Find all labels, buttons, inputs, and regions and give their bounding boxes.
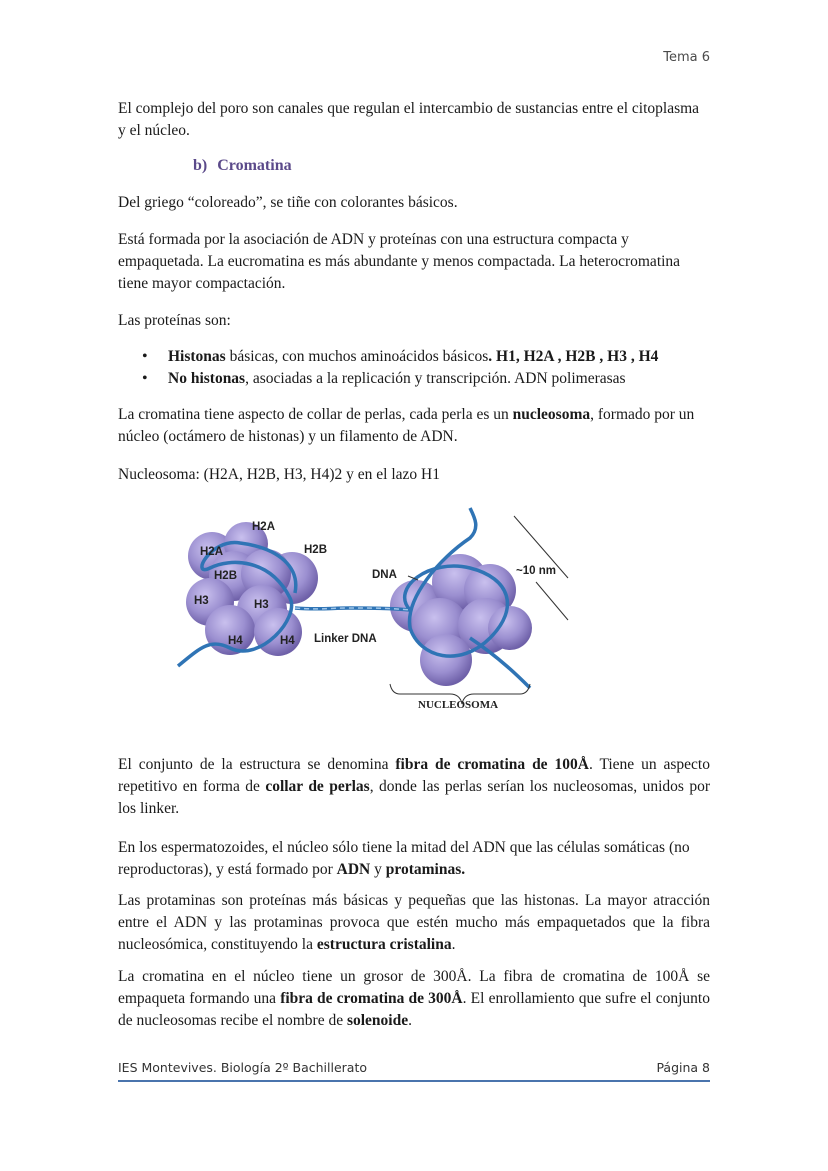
paragraph-grosor: La cromatina en el núcleo tiene un grosor de 300Å. La fibra de cromatina de 100Å se empaqueta formando una fibra de cromatina de 300Å. El enrollamiento que sufre el conjunto de nucleosomas recibe el nombre de solenoide.: [118, 968, 710, 1029]
header-tema: Tema 6: [663, 50, 710, 65]
paragraph-griego: Del griego “coloreado”, se tiñe con colorantes básicos.: [118, 194, 458, 211]
paragraph-formada: Está formada por la asociación de ADN y proteínas con una estructura compacta y empaquetada. La eucromatina es más abundante y menos compactada. La heterocromatina tiene mayor compactación.: [118, 231, 681, 292]
list-item-no-histonas: [140, 368, 720, 390]
section-letter: b): [193, 157, 208, 174]
footer-school: IES Montevives. Biología 2º Bachillerato: [118, 1060, 368, 1075]
histonas-term: Histonas: [168, 348, 226, 365]
list-item-histonas: [140, 346, 720, 368]
label-h2b: H2B: [214, 570, 238, 582]
no-histonas-desc: , asociadas a la replicación y transcripción. ADN polimerasas: [245, 370, 626, 387]
histonas-types: . H1, H2A , H2B , H3 , H4: [488, 348, 659, 365]
paragraph-protaminas: Las protaminas son proteínas más básicas y pequeñas que las histonas. La mayor atracción entre el ADN y las protaminas provoca que estén mucho más empaquetados que la fibra nucleosómica, constituyendo la estructura cristalina.: [118, 892, 710, 953]
label-h4b: H4: [280, 635, 295, 647]
footer-rule: [118, 1080, 710, 1082]
histonas-desc: básicas, con muchos aminoácidos básicos: [225, 348, 489, 365]
label-linker-dna: Linker DNA: [314, 633, 377, 645]
nucleosome-figure: [170, 498, 570, 716]
label-h3: H3: [194, 595, 209, 607]
paragraph-proteinas: Las proteínas son:: [118, 312, 231, 329]
label-h2b-outer: H2B: [304, 544, 328, 556]
paragraph-espermatozoides: En los espermatozoides, el núcleo sólo tiene la mitad del ADN que las células somáticas (no reproductoras), y está formado por ADN y protaminas.: [118, 839, 690, 878]
left-nucleosome: [186, 522, 318, 656]
right-nucleosome: [390, 554, 532, 686]
section-heading: [193, 157, 292, 175]
label-h3b: H3: [254, 599, 269, 611]
label-h4a: H4: [228, 635, 243, 647]
paragraph-fibra: El conjunto de la estructura se denomina fibra de cromatina de 100Å. Tiene un aspecto repetitivo en forma de collar de perlas, donde las perlas serían los nucleosomas, unidos por los linker.: [118, 756, 711, 817]
label-h2a-top: H2A: [252, 521, 276, 533]
no-histonas-term: No histonas: [168, 370, 246, 387]
label-h2a: H2A: [200, 546, 224, 558]
paragraph-nucleosoma-formula: Nucleosoma: (H2A, H2B, H3, H4)2 y en el lazo H1: [118, 466, 440, 483]
footer-page-number: Página 8: [656, 1060, 710, 1075]
paragraph-poro: El complejo del poro son canales que regulan el intercambio de sustancias entre el citoplasma y el núcleo.: [118, 100, 700, 139]
protein-list: [140, 346, 720, 390]
label-10nm: ~10 nm: [516, 565, 556, 577]
label-nucleosoma: NUCLEOSOMA: [418, 699, 499, 711]
footer: [118, 1060, 710, 1075]
paragraph-collar: La cromatina tiene aspecto de collar de perlas, cada perla es un nucleosoma, formado por un núcleo (octámero de histonas) y un filamento de ADN.: [118, 406, 695, 445]
label-dna: DNA: [372, 569, 397, 581]
section-title: Cromatina: [217, 157, 292, 174]
